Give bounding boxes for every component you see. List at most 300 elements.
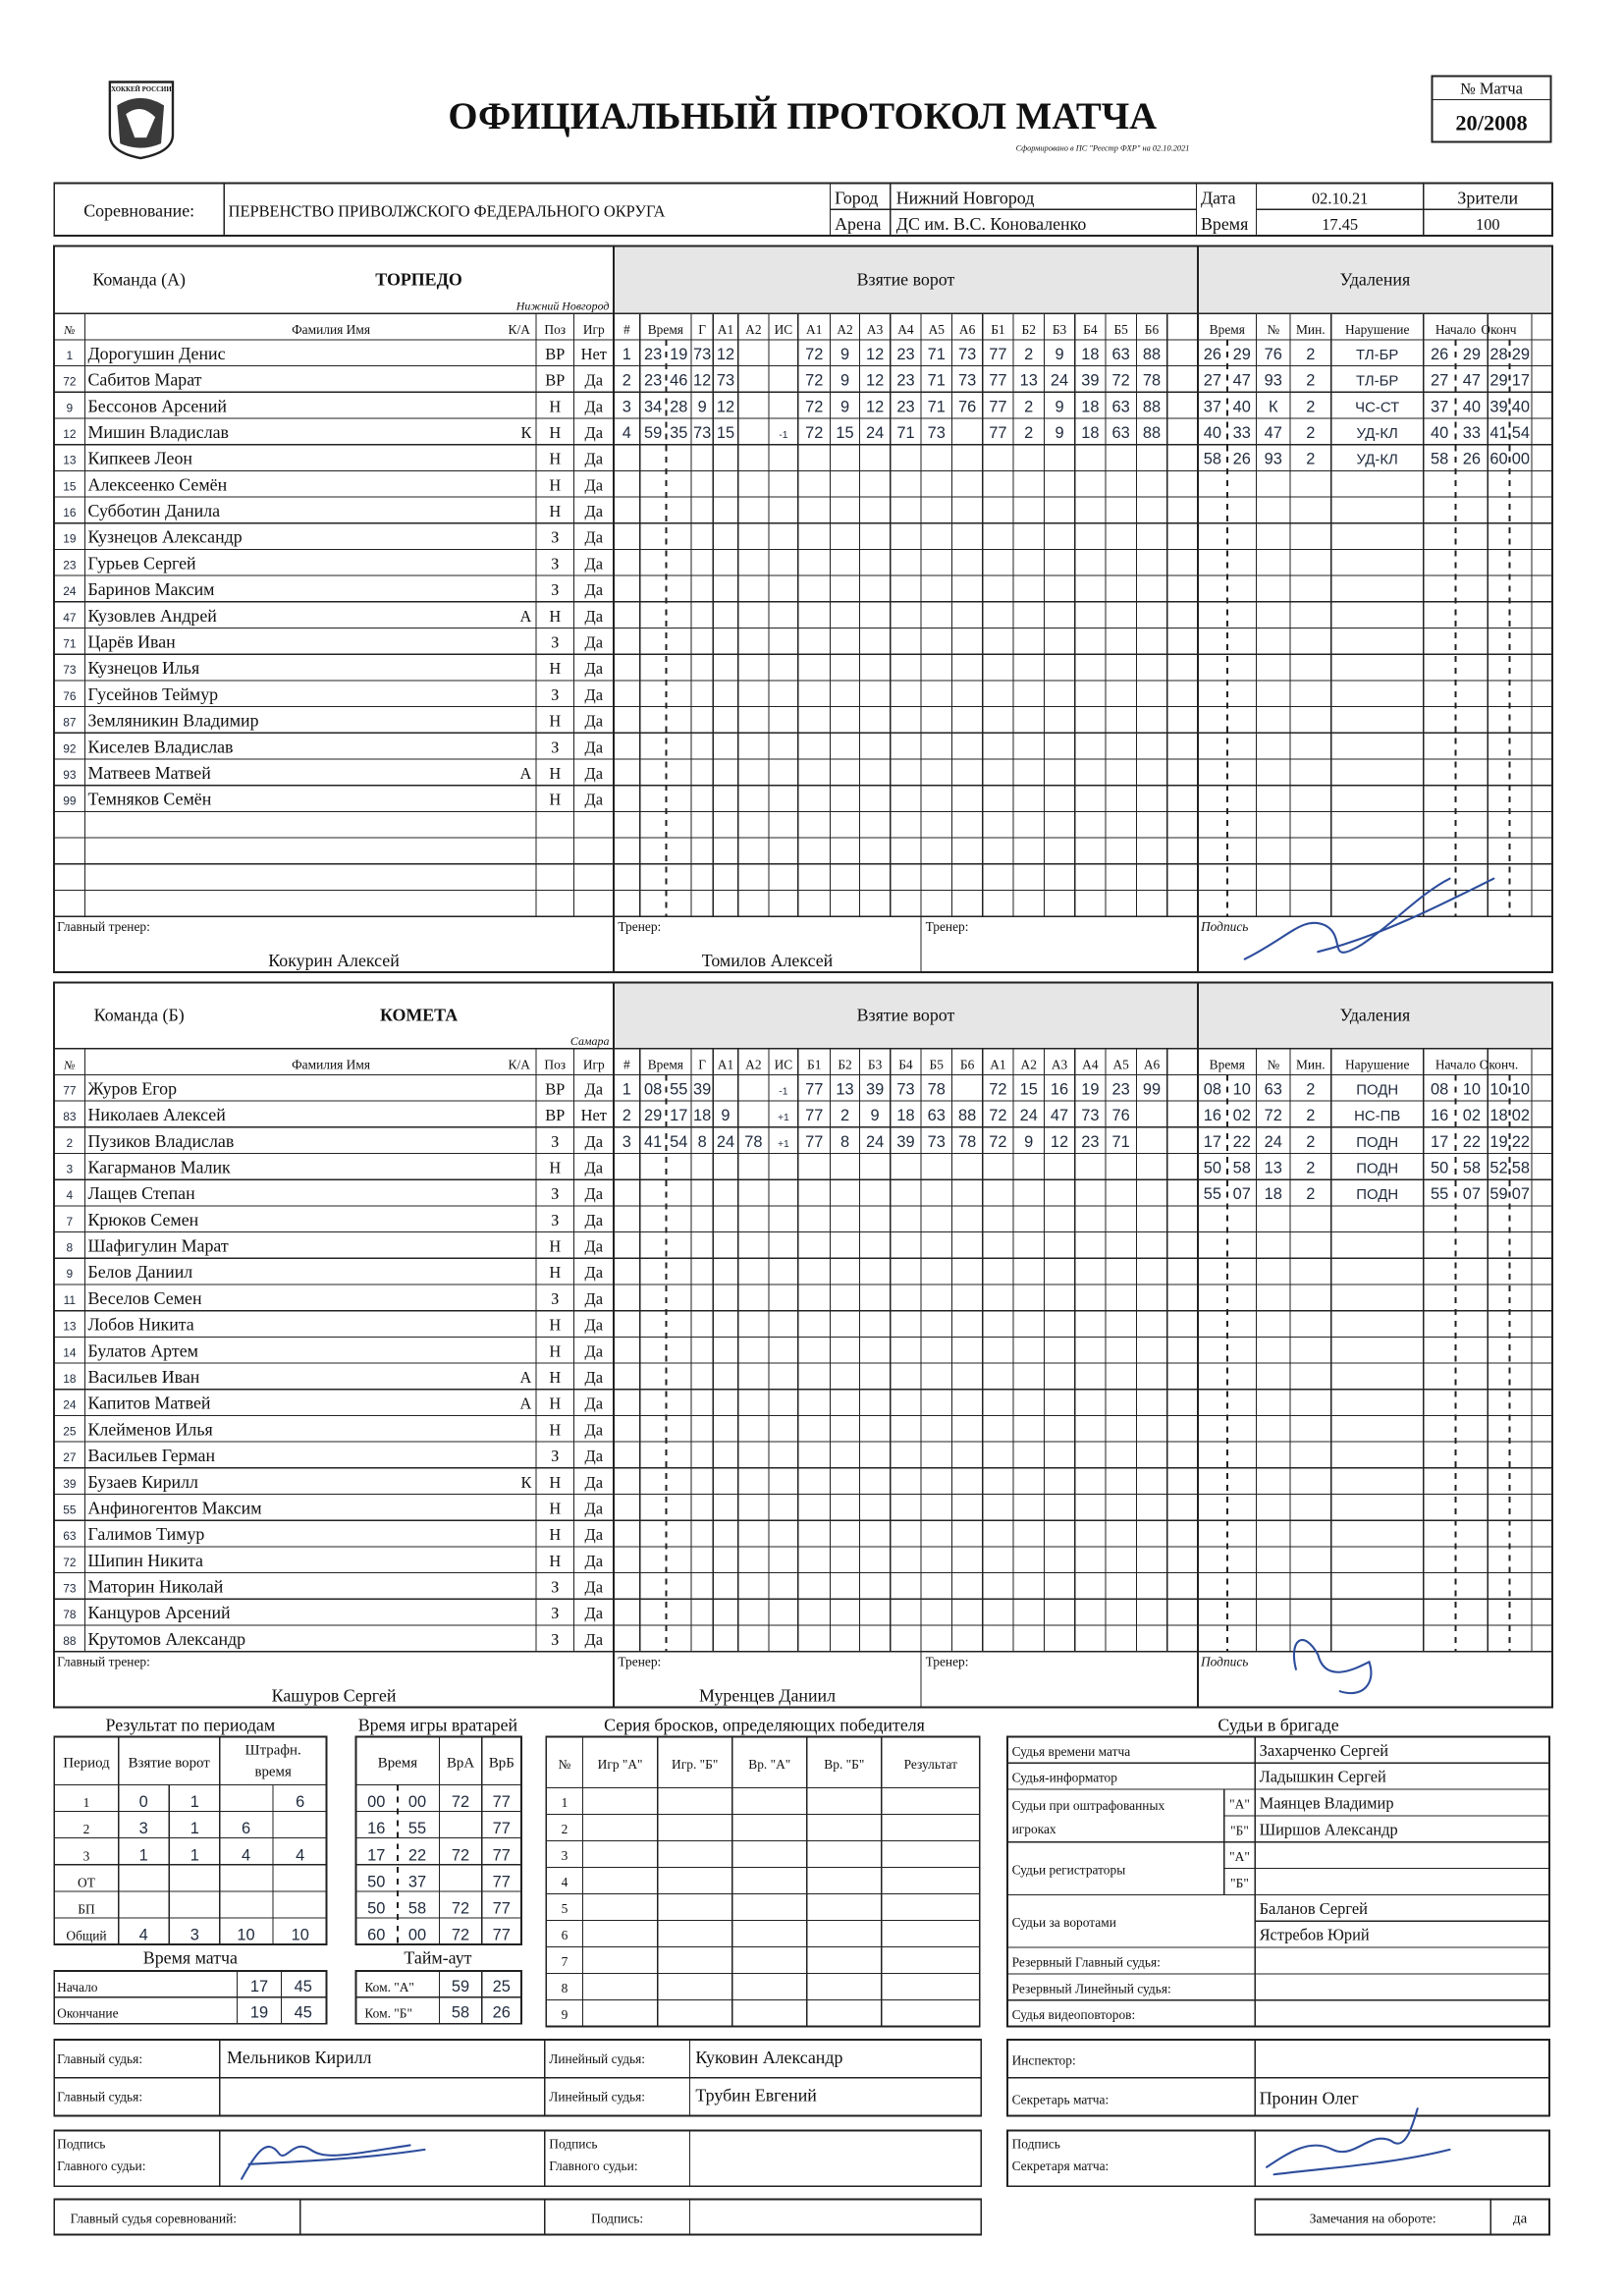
player-name: Шипин Никита bbox=[87, 1550, 203, 1570]
player-name: Веселов Семен bbox=[87, 1287, 202, 1308]
player-number: 55 bbox=[63, 1503, 77, 1517]
goalie-col-time: Время bbox=[377, 1755, 418, 1772]
player-number: 13 bbox=[63, 453, 77, 467]
player-position: З bbox=[551, 580, 560, 600]
penalty-cell: 08 bbox=[1203, 1080, 1222, 1099]
team-b-col-goal-7: Б2 bbox=[838, 1057, 852, 1072]
player-position: З bbox=[551, 527, 560, 547]
goal-cell: 12 bbox=[716, 345, 735, 363]
player-number: 88 bbox=[63, 1633, 77, 1648]
shootout-row-number: 7 bbox=[561, 1953, 568, 1969]
shootout-col-header: Игр. "Б" bbox=[672, 1757, 719, 1773]
penalty-cell: 58 bbox=[1430, 450, 1449, 468]
player-position: Н bbox=[549, 763, 562, 783]
goal-row bbox=[623, 1080, 1161, 1098]
team-b-col-goal-5: ИС bbox=[774, 1057, 793, 1072]
player-number: 63 bbox=[63, 1529, 77, 1544]
goalie-col-a: ВрА bbox=[446, 1755, 475, 1772]
penalty-cell: 17 bbox=[1511, 371, 1530, 390]
player-number: 4 bbox=[66, 1188, 74, 1203]
secretary-label: Секретарь матча: bbox=[1011, 2092, 1110, 2107]
penalty-cell: 18 bbox=[1264, 1185, 1282, 1204]
goal-cell: 76 bbox=[957, 398, 977, 416]
goal-cell: 12 bbox=[693, 371, 712, 390]
player-played: Нет bbox=[580, 1106, 607, 1125]
player-row bbox=[67, 1210, 604, 1230]
period-label: ОТ bbox=[78, 1875, 95, 1890]
player-number: 92 bbox=[63, 741, 77, 756]
player-played: Да bbox=[584, 606, 604, 626]
goal-row bbox=[623, 372, 1161, 390]
penalty-cell: ПОДН bbox=[1356, 1134, 1399, 1151]
player-name: Киселев Владислав bbox=[87, 737, 234, 757]
player-number: 76 bbox=[63, 688, 77, 703]
team-a-coach2-label: Тренер: bbox=[925, 919, 969, 935]
registrar-b-tag: "Б" bbox=[1230, 1875, 1249, 1890]
team-b-signature-label: Подпись bbox=[1200, 1654, 1249, 1669]
goal-cell: 72 bbox=[805, 371, 824, 390]
team-a-col-goal-10: А5 bbox=[928, 321, 945, 337]
player-played: Да bbox=[584, 1079, 604, 1099]
team-b-col-goal-9: Б4 bbox=[898, 1057, 913, 1072]
player-position: З bbox=[551, 1447, 560, 1466]
player-name: Темняков Семён bbox=[87, 789, 212, 809]
player-position: Н bbox=[549, 659, 562, 679]
player-played: Да bbox=[584, 1236, 604, 1256]
goal-cell: 4 bbox=[622, 423, 631, 442]
penalty-cell: 40 bbox=[1232, 398, 1251, 416]
player-number: 71 bbox=[63, 636, 77, 651]
player-played: Да bbox=[584, 763, 604, 783]
player-played: Да bbox=[584, 1420, 604, 1440]
player-played: Да bbox=[584, 684, 604, 704]
penalty-cell: 2 bbox=[1306, 1107, 1316, 1125]
player-name: Бузаев Кирилл bbox=[87, 1471, 198, 1492]
player-name: Маторин Николай bbox=[87, 1576, 224, 1597]
penalty-cell: 22 bbox=[1511, 1132, 1530, 1151]
periods-col-goals: Взятие ворот bbox=[128, 1755, 210, 1772]
penalty-row bbox=[1204, 1159, 1530, 1176]
goalie-time-value: 00 bbox=[407, 1926, 427, 1944]
player-position: З bbox=[551, 1184, 560, 1204]
goal-cell: 2 bbox=[1024, 423, 1034, 442]
goalie-time-value: 00 bbox=[407, 1792, 427, 1811]
team-b-col-pen-1: № bbox=[1267, 1057, 1280, 1072]
match-number-label: № Матча bbox=[1460, 79, 1523, 98]
player-name: Кузнецов Илья bbox=[87, 658, 200, 679]
player-position: Н bbox=[549, 1420, 562, 1440]
remarks-value: да bbox=[1513, 2211, 1528, 2227]
competition-value: ПЕРВЕНСТВО ПРИВОЛЖСКОГО ФЕДЕРАЛЬНОГО ОКРУГА bbox=[228, 201, 666, 221]
penalty-cell: 22 bbox=[1462, 1132, 1482, 1151]
player-name: Сабитов Марат bbox=[87, 369, 202, 390]
penalty-cell: 10 bbox=[1511, 1080, 1530, 1099]
goal-cell: 18 bbox=[1081, 398, 1100, 416]
goal-cell: 23 bbox=[644, 371, 663, 390]
goalie-time-value: 16 bbox=[367, 1820, 386, 1838]
team-a-col-goal-7: А2 bbox=[837, 321, 853, 337]
penalty-cell: 47 bbox=[1462, 371, 1482, 390]
goal-cell: 3 bbox=[622, 1132, 631, 1151]
team-a-col-goal-6: А1 bbox=[806, 321, 823, 337]
goal-cell: -1 bbox=[779, 429, 788, 441]
protocol-title: ОФИЦИАЛЬНЫЙ ПРОТОКОЛ МАТЧА bbox=[448, 95, 1158, 138]
player-number: 7 bbox=[66, 1214, 74, 1229]
player-row bbox=[67, 1236, 604, 1256]
player-position: Н bbox=[549, 1499, 562, 1518]
period-value: 4 bbox=[241, 1846, 251, 1865]
goal-cell: 08 bbox=[644, 1080, 663, 1099]
competition-label: Соревнование: bbox=[83, 200, 195, 221]
player-position: З bbox=[551, 1131, 560, 1151]
date-value: 02.10.21 bbox=[1311, 189, 1369, 208]
goal-cell: 73 bbox=[927, 423, 946, 442]
penalty-cell: 28 bbox=[1489, 345, 1508, 363]
team-b-coach1-label: Тренер: bbox=[618, 1654, 662, 1669]
player-name: Дорогушин Денис bbox=[87, 343, 226, 363]
team-b-col-pen-5: Оконч. bbox=[1479, 1057, 1519, 1072]
team-a-coach1-name: Томилов Алексей bbox=[701, 951, 834, 971]
penalty-cell: 39 bbox=[1489, 398, 1508, 416]
time-keeper-value: Захарченко Сергей bbox=[1259, 1740, 1389, 1760]
time-keeper-label: Судья времени матча bbox=[1011, 1743, 1131, 1759]
player-row bbox=[63, 1340, 604, 1360]
player-row bbox=[63, 684, 604, 704]
arena-value: ДС им. В.С. Коноваленко bbox=[895, 214, 1087, 235]
referee-1-label: Главный судья: bbox=[57, 2050, 143, 2066]
team-a-col-played: Игр bbox=[582, 321, 605, 337]
team-b-city: Самара bbox=[569, 1033, 610, 1048]
player-name: Капитов Матвей bbox=[87, 1393, 211, 1413]
goal-cell: 1 bbox=[622, 1080, 631, 1099]
penalty-row bbox=[1204, 372, 1530, 390]
player-number: 11 bbox=[63, 1292, 77, 1307]
penalty-cell: НС-ПВ bbox=[1354, 1109, 1401, 1125]
period-label: Общий bbox=[66, 1928, 107, 1943]
goal-cell: 88 bbox=[1142, 345, 1162, 363]
informer-value: Ладышкин Сергей bbox=[1259, 1767, 1386, 1786]
player-row bbox=[67, 396, 604, 415]
goal-row bbox=[623, 1107, 1130, 1124]
player-played: Да bbox=[584, 1368, 604, 1388]
player-number: 25 bbox=[63, 1424, 77, 1439]
player-played: Да bbox=[584, 1577, 604, 1597]
player-row bbox=[63, 553, 604, 573]
goalie-time-value: 72 bbox=[451, 1899, 470, 1918]
player-name: Кагарманов Малик bbox=[87, 1157, 231, 1177]
goal-cell: -1 bbox=[779, 1086, 788, 1098]
player-position: Н bbox=[549, 711, 562, 731]
team-a-col-pen-4: Начало bbox=[1435, 321, 1477, 337]
penalty-cell: 40 bbox=[1511, 398, 1530, 416]
linesman-2-label: Линейный судья: bbox=[549, 2089, 646, 2105]
player-played: Да bbox=[584, 1447, 604, 1466]
player-position: З bbox=[551, 554, 560, 574]
player-name: Белов Даниил bbox=[87, 1262, 193, 1283]
goal-cell: 73 bbox=[957, 345, 977, 363]
goal-cell: 9 bbox=[1055, 423, 1064, 442]
period-value: 6 bbox=[296, 1792, 305, 1811]
goal-cell: 73 bbox=[957, 371, 977, 390]
penalty-cell: 08 bbox=[1430, 1080, 1449, 1099]
player-played: Да bbox=[584, 1551, 604, 1570]
player-number: 14 bbox=[63, 1345, 77, 1360]
goal-cell: 35 bbox=[670, 423, 688, 442]
penalty-a-tag: "А" bbox=[1229, 1796, 1250, 1812]
goal-cell: 18 bbox=[1081, 423, 1100, 442]
shootout-row-number: 2 bbox=[561, 1821, 568, 1836]
timeout-label: Ком. "А" bbox=[364, 1979, 414, 1995]
goal-cell: 3 bbox=[622, 398, 631, 416]
player-position: Н bbox=[549, 1525, 562, 1545]
shootout-col-header: Вр. "Б" bbox=[824, 1757, 865, 1773]
team-b-col-no: № bbox=[64, 1058, 76, 1072]
player-number: 93 bbox=[63, 767, 77, 782]
player-number: 18 bbox=[63, 1372, 77, 1387]
player-played: Да bbox=[584, 502, 604, 521]
penalty-cell: 47 bbox=[1232, 371, 1251, 390]
penalty-cell: 10 bbox=[1462, 1080, 1482, 1099]
linesman-2-name: Трубин Евгений bbox=[695, 2085, 817, 2105]
goal-cell: 23 bbox=[896, 345, 915, 363]
goal-cell: 28 bbox=[670, 398, 688, 416]
penalty-cell: 58 bbox=[1511, 1159, 1530, 1177]
penalty-cell: 59 bbox=[1489, 1185, 1508, 1204]
officials-title: Судьи в бригаде bbox=[1218, 1715, 1339, 1735]
team-b-col-goal-2: Г bbox=[698, 1057, 707, 1072]
sign-secretary-label-2: Секретаря матча: bbox=[1011, 2158, 1110, 2173]
penalty-cell: К bbox=[1269, 398, 1278, 416]
team-a-coach1-label: Тренер: bbox=[618, 919, 662, 935]
shootout-row-number: 9 bbox=[561, 2006, 568, 2022]
player-position: Н bbox=[549, 1368, 562, 1388]
goalie-time-value: 77 bbox=[492, 1846, 511, 1865]
player-played: Да bbox=[584, 1131, 604, 1151]
penalty-cell: 02 bbox=[1232, 1107, 1251, 1125]
team-a-col-goal-1: Время bbox=[647, 321, 683, 337]
goal-cell: 9 bbox=[839, 371, 850, 390]
team-a-col-goal-9: А4 bbox=[897, 321, 914, 337]
goal-cell: 39 bbox=[896, 1132, 915, 1151]
penalty-cell: 37 bbox=[1203, 398, 1222, 416]
team-a-row-lines bbox=[54, 366, 1552, 916]
penalty-cell: 22 bbox=[1232, 1132, 1251, 1151]
player-name: Кузнецов Александр bbox=[87, 526, 243, 547]
team-a-penalties-section-title: Удаления bbox=[1339, 269, 1411, 290]
goal-cell: 15 bbox=[1019, 1080, 1038, 1099]
penalty-cell: 63 bbox=[1264, 1080, 1282, 1099]
player-row bbox=[63, 763, 604, 783]
player-row bbox=[63, 1603, 604, 1622]
goal-cell: 73 bbox=[896, 1080, 915, 1099]
player-played: Да bbox=[584, 370, 604, 390]
team-b-col-pos: Поз bbox=[544, 1057, 567, 1072]
period-value: 3 bbox=[138, 1820, 148, 1838]
goalie-time-value: 72 bbox=[451, 1792, 470, 1811]
player-row bbox=[63, 527, 604, 547]
period-value: 4 bbox=[138, 1926, 148, 1944]
penalty-cell: УД-КЛ bbox=[1356, 452, 1398, 468]
player-row bbox=[67, 1183, 604, 1203]
penalty-cell: 18 bbox=[1489, 1107, 1508, 1125]
player-position: Н bbox=[549, 606, 562, 626]
team-b-head-coach-name: Кашуров Сергей bbox=[271, 1685, 397, 1706]
goal-judges-label: Судьи за воротами bbox=[1011, 1915, 1116, 1931]
penalty-cell: 2 bbox=[1306, 1185, 1316, 1204]
period-value: 10 bbox=[237, 1926, 255, 1944]
player-number: 2 bbox=[66, 1135, 74, 1150]
protocol-subtitle: Сформировано в ПС "Реестр ФХР" на 02.10.2021 bbox=[1015, 143, 1190, 153]
goal-cell: 77 bbox=[989, 345, 1007, 363]
penalty-cell: 2 bbox=[1306, 345, 1316, 363]
player-number: 99 bbox=[63, 793, 77, 808]
player-number: 12 bbox=[63, 426, 77, 441]
player-row bbox=[67, 344, 607, 363]
player-played: Да bbox=[584, 1210, 604, 1230]
player-played: Да bbox=[584, 1158, 604, 1177]
player-played: Да bbox=[584, 554, 604, 574]
team-a-col-pen-1: № bbox=[1267, 321, 1280, 337]
player-number: 78 bbox=[63, 1608, 77, 1622]
shootout-row-number: 4 bbox=[561, 1874, 568, 1889]
player-row bbox=[63, 1394, 604, 1413]
penalty-row bbox=[1204, 1107, 1530, 1124]
team-b-col-name: Фамилия Имя bbox=[292, 1057, 371, 1072]
penalty-cell: 10 bbox=[1232, 1080, 1251, 1099]
city-label: Город bbox=[835, 188, 879, 208]
team-b-col-pen-2: Мин. bbox=[1296, 1057, 1326, 1072]
player-position: З bbox=[551, 684, 560, 704]
sign-referee2-label-2: Главного судьи: bbox=[549, 2158, 638, 2173]
team-b-col-pen-0: Время bbox=[1209, 1057, 1245, 1072]
player-position: ВР bbox=[545, 1079, 566, 1099]
player-number: 39 bbox=[63, 1476, 77, 1491]
player-played: Да bbox=[584, 1184, 604, 1204]
date-label: Дата bbox=[1200, 188, 1236, 208]
penalty-row bbox=[1204, 451, 1530, 468]
periods-col-penalty-1: Штрафн. bbox=[244, 1742, 301, 1759]
player-number: 15 bbox=[63, 479, 77, 494]
player-number: 72 bbox=[63, 374, 77, 389]
competition-sign-label: Подпись: bbox=[591, 2211, 644, 2226]
goal-cell: 12 bbox=[866, 398, 885, 416]
player-played: Да bbox=[584, 475, 604, 495]
penalty-cell: 93 bbox=[1264, 371, 1282, 390]
goal-cell: 1 bbox=[622, 345, 631, 363]
goal-cell: 77 bbox=[805, 1080, 824, 1099]
team-b-coach1-name: Муренцев Даниил bbox=[699, 1685, 837, 1706]
player-position: З bbox=[551, 1604, 560, 1623]
penalty-cell: 00 bbox=[1511, 450, 1530, 468]
shootout-col-lines bbox=[583, 1736, 882, 2026]
period-value: 0 bbox=[138, 1792, 148, 1811]
goal-cell: 39 bbox=[693, 1080, 712, 1099]
player-number: 23 bbox=[63, 558, 77, 573]
player-number: 27 bbox=[63, 1450, 77, 1465]
player-position: Н bbox=[549, 1472, 562, 1492]
penalty-cell: 40 bbox=[1203, 423, 1222, 442]
penalty-cell: 41 bbox=[1489, 423, 1508, 442]
goal-cell: 23 bbox=[1111, 1080, 1130, 1099]
penalty-cell: 40 bbox=[1430, 423, 1449, 442]
player-name: Клейменов Илья bbox=[87, 1419, 213, 1440]
goal-cell: 18 bbox=[1081, 345, 1100, 363]
player-name: Анфиногентов Максим bbox=[87, 1498, 262, 1518]
match-time-hours: 19 bbox=[249, 2003, 269, 2022]
team-b-col-goal-12: А1 bbox=[990, 1057, 1006, 1072]
penalty-cell: 07 bbox=[1232, 1185, 1251, 1204]
penalty-cell: 29 bbox=[1489, 371, 1508, 390]
linesman-1-name: Куковин Александр bbox=[695, 2047, 843, 2067]
player-played: Да bbox=[584, 1263, 604, 1283]
penalty-cell: 55 bbox=[1430, 1185, 1449, 1204]
team-a-goals-section-title: Взятие ворот bbox=[856, 269, 955, 290]
goal-cell: 77 bbox=[989, 398, 1007, 416]
player-name: Земляникин Владимир bbox=[87, 710, 259, 731]
penalty-cell: 29 bbox=[1462, 345, 1482, 363]
goal-cell: 88 bbox=[957, 1107, 977, 1125]
player-position: Н bbox=[549, 1551, 562, 1570]
goal-cell: 88 bbox=[1142, 398, 1162, 416]
goal-cell: 15 bbox=[836, 423, 854, 442]
goal-row bbox=[623, 1133, 1130, 1151]
player-row bbox=[63, 449, 604, 468]
player-name: Гусейнов Теймур bbox=[87, 683, 219, 704]
goal-row bbox=[623, 424, 1161, 442]
penalty-cell: 54 bbox=[1511, 423, 1530, 442]
player-position: Н bbox=[549, 1263, 562, 1283]
team-b-col-pen-4: Начало bbox=[1435, 1057, 1477, 1072]
goal-cell: 88 bbox=[1142, 423, 1162, 442]
team-a-col-goal-0: # bbox=[623, 321, 630, 337]
period-value: 6 bbox=[241, 1820, 251, 1838]
goal-cell: 77 bbox=[989, 371, 1007, 390]
player-name: Бессонов Арсений bbox=[87, 396, 228, 416]
penalty-cell: 29 bbox=[1511, 345, 1530, 363]
player-name: Крюков Семен bbox=[87, 1209, 199, 1230]
period-value: 10 bbox=[291, 1926, 309, 1944]
player-played: Нет bbox=[580, 344, 607, 363]
penalty-cell: 2 bbox=[1306, 1080, 1316, 1099]
timeout-seconds: 26 bbox=[492, 2003, 511, 2022]
team-a-col-goal-3: А1 bbox=[717, 321, 734, 337]
period-value: 1 bbox=[189, 1846, 199, 1865]
goal-cell: 13 bbox=[836, 1080, 854, 1099]
player-name: Булатов Артем bbox=[87, 1340, 198, 1361]
team-b-col-goal-6: Б1 bbox=[807, 1057, 822, 1072]
player-number: 3 bbox=[66, 1162, 74, 1176]
player-played: Да bbox=[584, 1499, 604, 1518]
goal-cell: 39 bbox=[866, 1080, 885, 1099]
team-b-col-goal-11: Б6 bbox=[959, 1057, 975, 1072]
penalty-cell: 2 bbox=[1306, 423, 1316, 442]
team-a-col-goal-8: А3 bbox=[866, 321, 884, 337]
player-played: Да bbox=[584, 711, 604, 731]
team-b-label: Команда (Б) bbox=[93, 1005, 185, 1025]
goal-cell: 77 bbox=[989, 423, 1007, 442]
player-number: 77 bbox=[63, 1083, 77, 1098]
player-position: З bbox=[551, 1629, 560, 1649]
player-role: К bbox=[520, 422, 532, 442]
team-b-signature bbox=[1294, 1640, 1371, 1693]
player-number: 24 bbox=[63, 584, 77, 599]
shootout-table bbox=[546, 1736, 979, 2026]
goal-cell: 72 bbox=[805, 423, 824, 442]
goalie-time-value: 72 bbox=[451, 1926, 470, 1944]
penalty-cell: ПОДН bbox=[1356, 1161, 1399, 1177]
player-number: 16 bbox=[63, 506, 77, 520]
goal-cell: 78 bbox=[957, 1132, 977, 1151]
